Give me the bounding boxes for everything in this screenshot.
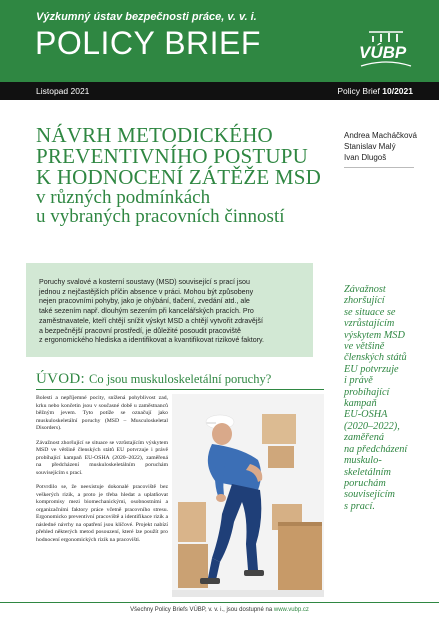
quote-line: Závažnost [344, 284, 386, 295]
quote-line: členských států [344, 352, 407, 364]
body-line: kompromisy mezi biomechanickými, osobnostními [36, 499, 162, 506]
title-line-5: u vybraných pracovních činností [36, 206, 285, 227]
vubp-logo [359, 30, 413, 74]
body-paragraph [36, 484, 168, 544]
quote-line: muskulo- [344, 455, 382, 467]
body-line: na pracovišti. [109, 536, 141, 543]
authors-list [344, 130, 424, 163]
summary-line: také sezením např. dlouhým sezením při kancelářských pracích. Pro [39, 307, 254, 316]
header-band [0, 0, 439, 82]
quote-line: zhoršující [344, 295, 385, 307]
quote-line: poruchám [344, 477, 386, 489]
authors-divider [344, 167, 414, 168]
author-name: Ivan Dlugoš [344, 153, 387, 162]
body-line: krku nebo končetin jsou v současné době u zaměstnanců [36, 402, 168, 409]
quote-line: EU potvrzuje [344, 363, 399, 375]
summary-line: jednou z nejčastějších příčin absence v práci. Mohou být způsobeny [39, 287, 254, 296]
side-pull-quote [344, 284, 418, 512]
body-line: které lze použít pro hodnocení ergonomických rizik [36, 529, 169, 543]
body-line: Bolesti a nepříjemné pocity, snížená pohyblivost zad, [36, 395, 168, 401]
quote-line: výskytem MSD [344, 329, 405, 341]
institute-name: Výzkumný ústav bezpečnosti práce, v. v. i. [36, 11, 257, 23]
footer [0, 607, 439, 613]
summary-line: a bezpečnější pracovní prostředí, je důležité posoudit pracoviště [39, 326, 241, 335]
footer-text: Všechny Policy Briefs VÚBP, v. v. i., jsou dostupné na [130, 607, 273, 613]
body-line: a následné návrhy na opatření jsou klíčové. [36, 514, 169, 528]
title-line-4: v různých podmínkách [36, 187, 211, 208]
issue-date: Listopad 2021 [36, 86, 90, 96]
body-line: Disorders). [36, 425, 62, 431]
summary-box [26, 263, 313, 357]
summary-line: nejen pracovními pohyby, jako je ohýbání, tlačení, zvedání atd., ale [39, 297, 250, 306]
author-name: Stanislav Malý [344, 142, 396, 151]
body-line: poruchám souvisejícím s prací. [36, 462, 168, 476]
body-line: a organizačními faktory práce včetně pracovního stresu. [36, 499, 169, 513]
summary-line: Poruchy svalové a kosterní soustavy (MSD) související s prací jsou [39, 278, 250, 286]
section-divider [36, 389, 324, 390]
quote-line: (2020–2022), [344, 420, 400, 432]
footer-divider [0, 602, 439, 603]
author-name: Andrea Macháčková [344, 131, 417, 140]
quote-line: skeletálním [344, 466, 391, 478]
issue-label: Policy Brief [337, 86, 380, 96]
quote-line: probíhající [344, 386, 390, 398]
body-line: výskytem MSD ve většině členských států EU potvrzuje [36, 439, 168, 454]
title-line-1: NÁVRH METODICKÉHO [36, 123, 273, 147]
quote-line: souvisejícím [344, 489, 395, 501]
title-line-3: K HODNOCENÍ ZÁTĚŽE MSD [36, 165, 321, 189]
summary-line: zaměstnavatele, kteří chtějí snížit výskyt MSD a chtějí vytvořit zdravější [39, 316, 263, 325]
issue-number: 10/2021 [382, 86, 413, 96]
body-paragraph [36, 440, 168, 478]
body-line: Projekt nabízí přehled některých metod posouzení, [36, 521, 168, 536]
worker-back-pain-photo [172, 394, 324, 597]
summary-line: z ergonomického hlediska a identifikovat a kvantifikovat rizikové faktory. [39, 336, 265, 345]
quote-line: na předcházení [344, 443, 408, 455]
section-subtitle: Co jsou muskuloskeletální poruchy? [89, 372, 272, 386]
series-title: POLICY BRIEF [35, 25, 261, 61]
body-line: veškerých rizik, a proto je třeba hledat a uplatňovat [36, 491, 168, 498]
body-column [36, 395, 168, 552]
quote-line: EU-OSHA [344, 409, 388, 421]
main-title [36, 125, 336, 226]
info-bar [0, 82, 439, 100]
quote-line: s prací. [344, 500, 375, 512]
section-title: ÚVOD: [36, 371, 85, 387]
title-line-2: PREVENTIVNÍHO POSTUPU [36, 144, 308, 168]
worker-illustration-icon [172, 394, 324, 597]
quote-line: ve většině [344, 341, 385, 353]
issue-info [337, 86, 413, 96]
footer-url-link[interactable]: www.vubp.cz [273, 607, 309, 613]
quote-line: vzrůstajícím [344, 318, 395, 330]
quote-line: kampaň [344, 398, 377, 410]
quote-line: i právě [344, 375, 373, 387]
body-line: zaměřená na předcházení muskuloskeletálním [36, 454, 169, 469]
body-line: Ergonomicko preventivní pracoviště a identifikace rizik [36, 514, 164, 521]
quote-line: se situace se [344, 306, 396, 318]
body-line: Závažnost zhoršující se situace se vzrůstajícím [36, 439, 145, 446]
body-paragraph [36, 395, 168, 433]
body-line: i právě probíhající kampaň EU-OSHA (2020–2022), [36, 447, 168, 461]
section-heading [36, 371, 271, 387]
quote-line: zaměřená [344, 432, 385, 444]
logo-text: VÚBP [359, 43, 407, 62]
body-line: běžným jevem. Tyto potíže se označují jako [36, 410, 168, 416]
body-line: Potvrdilo se, že neexistuje dokonalé pracoviště bez [36, 484, 168, 491]
body-line: muskuloskeletální poruchy (MSD – Musculoskeletal [36, 417, 168, 424]
